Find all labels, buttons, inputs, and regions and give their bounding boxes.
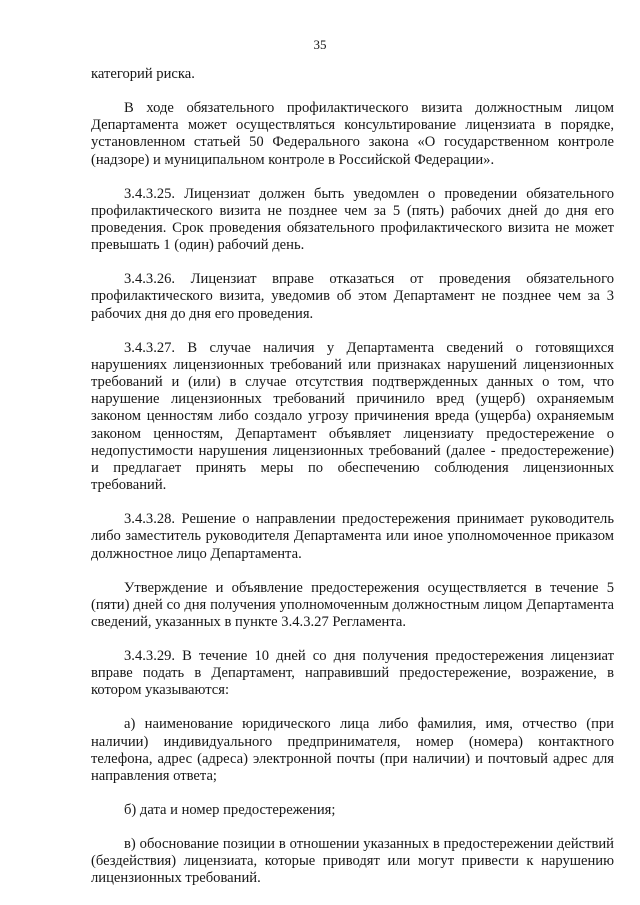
paragraph-3-4-3-27: 3.4.3.27. В случае наличия у Департамента сведений о готовящихся нарушениях лицензионных требований или признаках нарушений лицензионных требований и (или) в случае отсутствия подтвержденных данных о том, что нарушение лицензионных требований причинило вред (ущерб) охраняемым законом ценностям либо создало угрозу причинения вреда (ущерба) охраняемым законом ценностям, Департамент объявляет лицензиату предостережение о недопустимости нарушения лицензионных требований (далее - предостережение) и предлагает принять меры по обеспечению соблюдения лицензионных требований. <box>91 339 614 494</box>
paragraph-3-4-3-29: 3.4.3.29. В течение 10 дней со дня получения предостережения лицензиат вправе подать в Департамент, направивший предостережение, возражение, в котором указываются: <box>91 648 614 699</box>
paragraph-continuation: категорий риска. <box>91 66 195 82</box>
paragraph-3-4-3-25: 3.4.3.25. Лицензиат должен быть уведомлен о проведении обязательного профилактического визита не позднее чем за 5 (пять) рабочих дней до дня его проведения. Срок проведения обязательного профилактического визита не может превышать 1 (один) рабочий день. <box>91 185 614 254</box>
paragraph-warning-approval: Утверждение и объявление предостережения осуществляется в течение 5 (пяти) дней со дня получения уполномоченным должностным лицом Департамента сведений, указанных в пункте 3.4.3.27 Регламента. <box>91 579 614 631</box>
list-item-a: а) наименование юридического лица либо фамилия, имя, отчество (при наличии) индивидуального предпринимателя, номер (номера) контактного телефона, адрес (адреса) электронной почты (при наличии) и почтовый адрес для направления ответа; <box>91 716 614 785</box>
document-body <box>91 66 614 904</box>
paragraph-3-4-3-26: 3.4.3.26. Лицензиат вправе отказаться от проведения обязательного профилактического визита, уведомив об этом Департамент не позднее чем за 3 рабочих дня до дня его проведения. <box>91 271 614 322</box>
list-item-b: б) дата и номер предостережения; <box>124 802 336 819</box>
list-item-v: в) обоснование позиции в отношении указанных в предостережении действий (бездействия) лицензиата, которые приводят или могут привести к нарушению лицензионных требований. <box>91 836 614 887</box>
paragraph-3-4-3-28: 3.4.3.28. Решение о направлении предостережения принимает руководитель либо заместитель руководителя Департамента или иное уполномоченное приказом должностное лицо Департамента. <box>91 511 614 562</box>
paragraph-consultation: В ходе обязательного профилактического визита должностным лицом Департамента может осуществляться консультирование лицензиата в порядке, установленном статьей 50 Федерального закона «О государственном контроле (надзоре) и муниципальном контроле в Российской Федерации». <box>91 100 614 168</box>
page-number: 35 <box>313 37 327 52</box>
